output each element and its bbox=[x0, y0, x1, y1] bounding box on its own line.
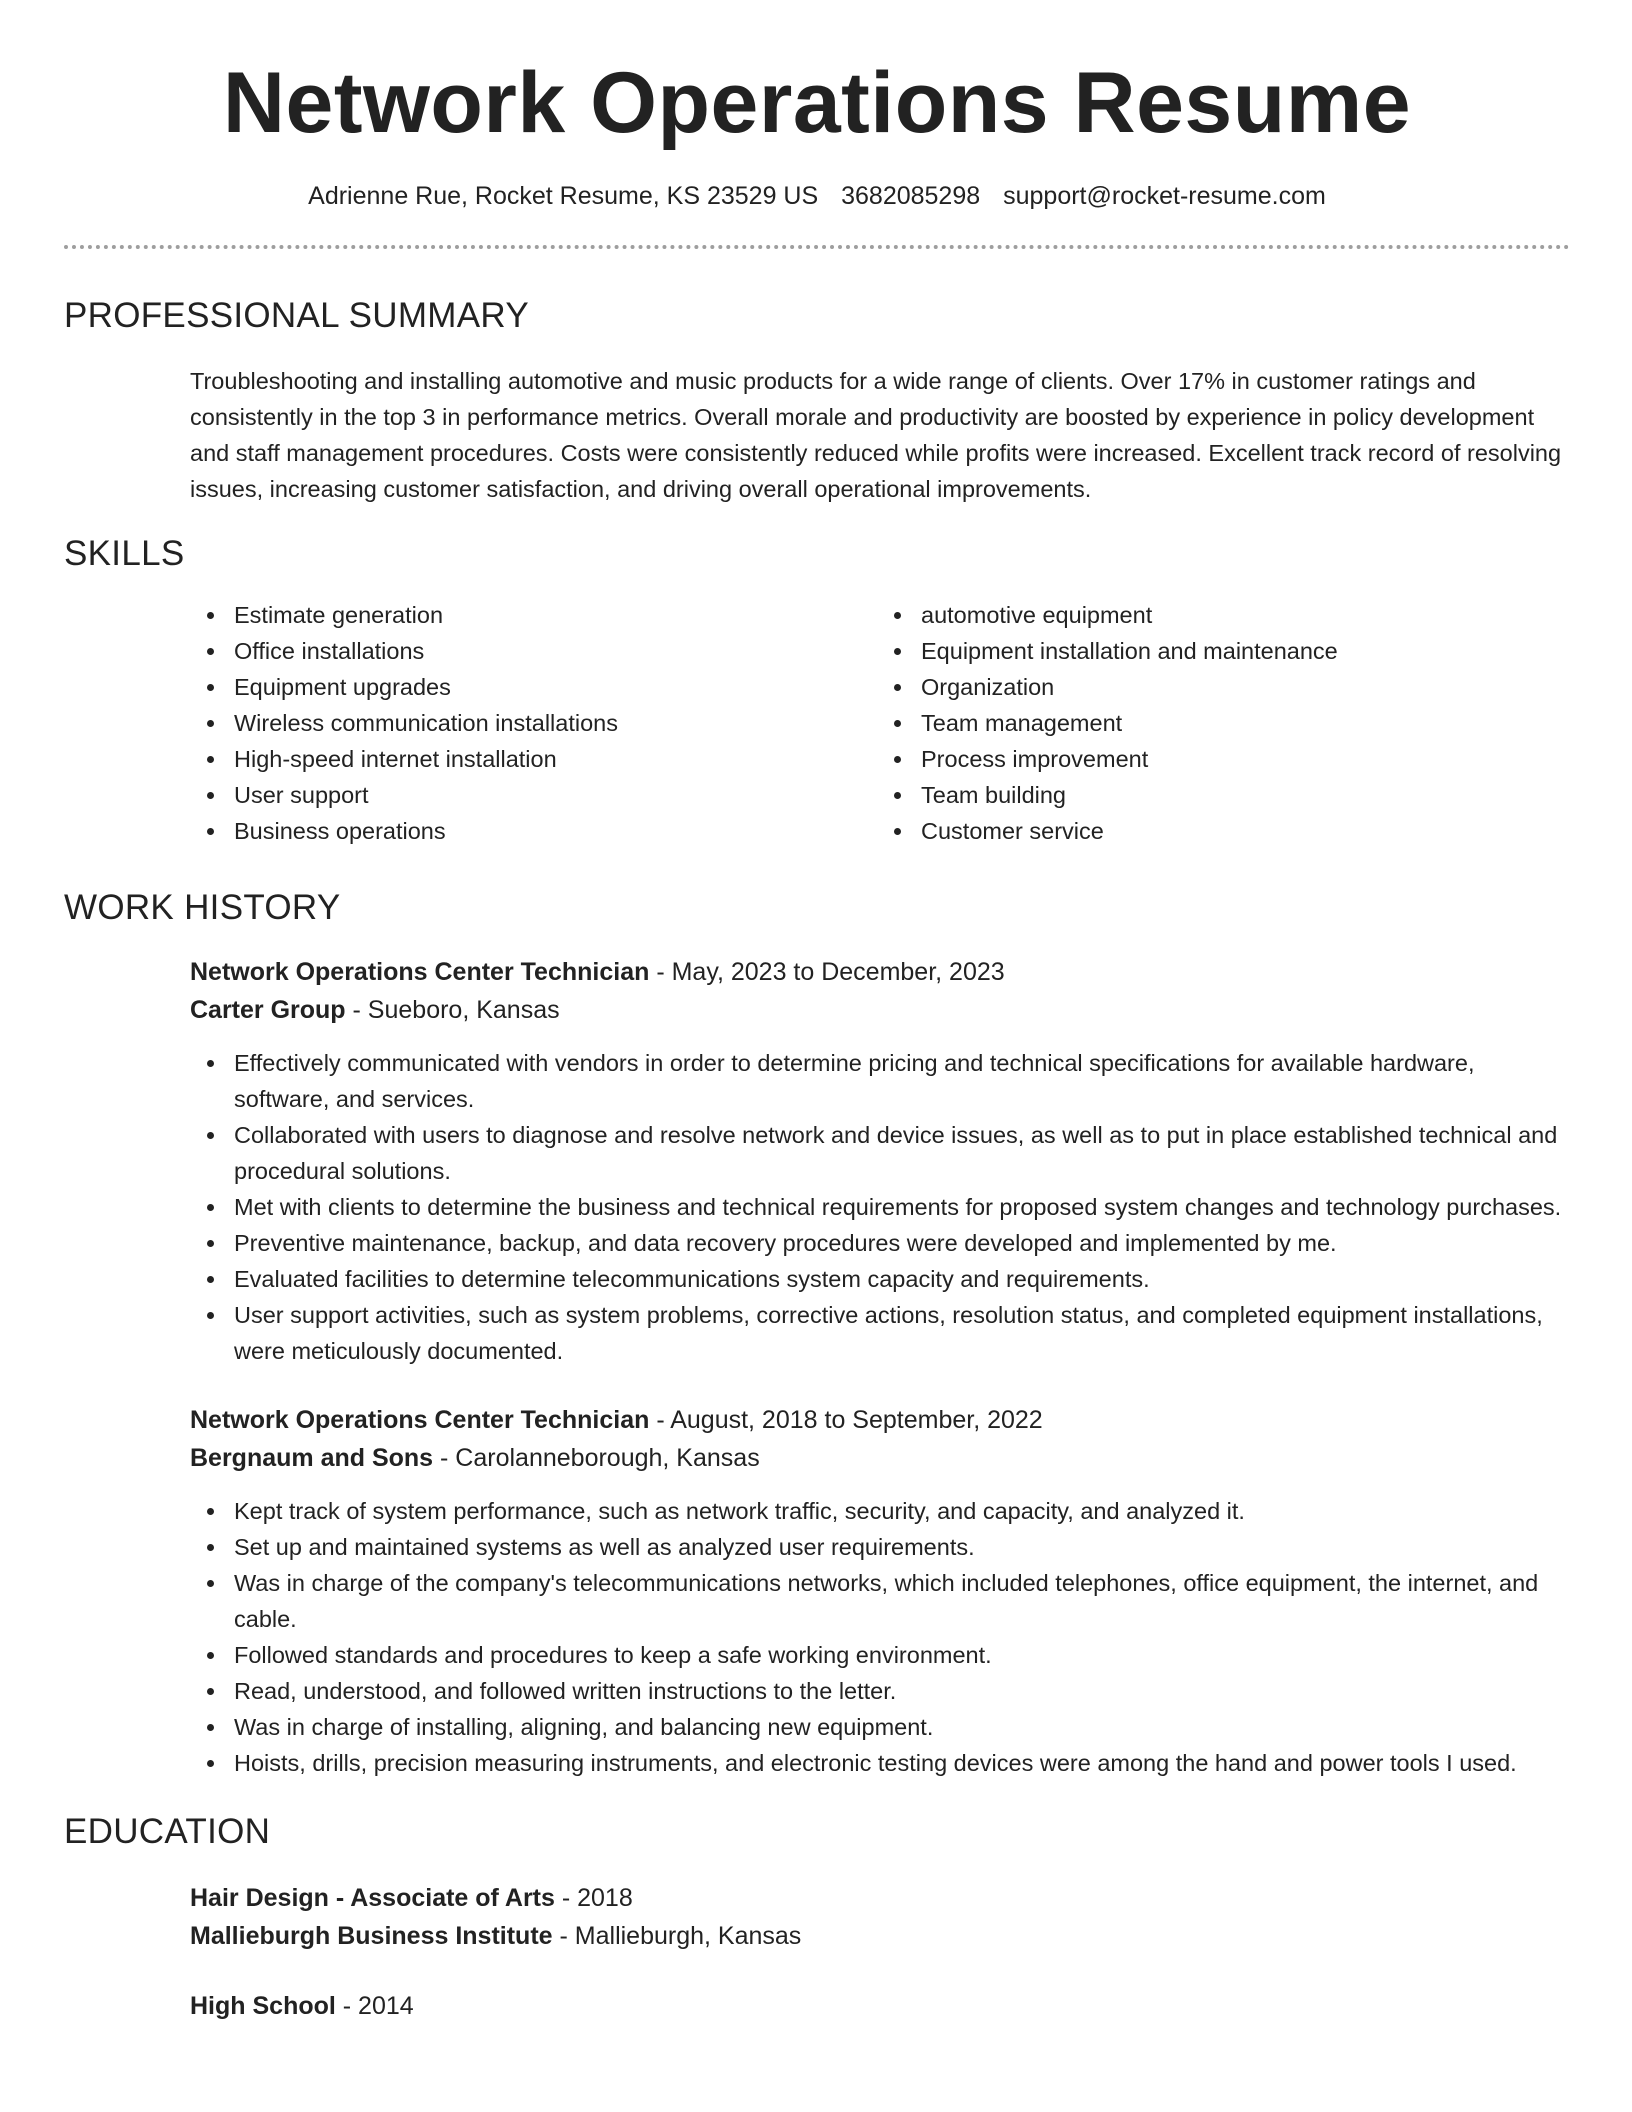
education-entry bbox=[190, 1987, 1570, 2025]
education-school: Mallieburgh Business Institute bbox=[190, 1921, 553, 1950]
education-location: - Mallieburgh, Kansas bbox=[552, 1921, 802, 1950]
job-bullet: Evaluated facilities to determine telecommunications system capacity and requirements. bbox=[234, 1261, 1564, 1297]
job-bullets bbox=[190, 1493, 1564, 1781]
job-bullet: Read, understood, and followed written instructions to the letter. bbox=[234, 1673, 1564, 1709]
job-company: Carter Group bbox=[190, 995, 346, 1024]
skill-item: Estimate generation bbox=[234, 597, 877, 633]
job-bullet: Followed standards and procedures to keep a safe working environment. bbox=[234, 1637, 1564, 1673]
header-divider bbox=[64, 245, 1570, 249]
job-dates: - August, 2018 to September, 2022 bbox=[649, 1405, 1043, 1434]
education-school-line bbox=[190, 1917, 1570, 1955]
education-degree-line bbox=[190, 1879, 1570, 1917]
job-bullets bbox=[190, 1045, 1564, 1369]
job-bullet: Preventive maintenance, backup, and data recovery procedures were developed and implemented by me. bbox=[234, 1225, 1564, 1261]
skill-item: Equipment upgrades bbox=[234, 669, 877, 705]
job-dates: - May, 2023 to December, 2023 bbox=[649, 957, 1005, 986]
summary-heading: PROFESSIONAL SUMMARY bbox=[64, 295, 529, 335]
skill-item: Team building bbox=[921, 777, 1564, 813]
skill-item: Process improvement bbox=[921, 741, 1564, 777]
education-degree: Hair Design - Associate of Arts bbox=[190, 1883, 555, 1912]
job-title-line bbox=[190, 1401, 1570, 1439]
job-company: Bergnaum and Sons bbox=[190, 1443, 434, 1472]
resume-page bbox=[64, 0, 1570, 2025]
job-bullet: Collaborated with users to diagnose and resolve network and device issues, as well as to put in place established technical and procedural solutions. bbox=[234, 1117, 1564, 1189]
contact-address: Adrienne Rue, Rocket Resume, KS 23529 US bbox=[308, 181, 819, 210]
job-location: - Sueboro, Kansas bbox=[345, 995, 560, 1024]
job-entry bbox=[190, 1401, 1570, 1781]
skills-heading: SKILLS bbox=[64, 533, 185, 573]
skill-item: Business operations bbox=[234, 813, 877, 849]
education-degree-line bbox=[190, 1987, 1570, 2025]
skill-item: Customer service bbox=[921, 813, 1564, 849]
job-bullet: User support activities, such as system problems, corrective actions, resolution status, and completed equipment installations, were meticulously documented. bbox=[234, 1297, 1564, 1369]
skills-grid bbox=[190, 597, 1564, 849]
job-bullet: Was in charge of installing, aligning, and balancing new equipment. bbox=[234, 1709, 1564, 1745]
job-bullet: Met with clients to determine the business and technical requirements for proposed system changes and technology purchases. bbox=[234, 1189, 1564, 1225]
contact-line bbox=[64, 181, 1570, 211]
job-location: - Carolanneborough, Kansas bbox=[433, 1443, 760, 1472]
job-company-line bbox=[190, 1439, 1570, 1477]
skill-item: automotive equipment bbox=[921, 597, 1564, 633]
job-bullet: Was in charge of the company's telecommunications networks, which included telephones, office equipment, the internet, and cable. bbox=[234, 1565, 1564, 1637]
summary-text: Troubleshooting and installing automotive and music products for a wide range of clients. Over 17% in customer ratings and consistently in the top 3 in performance metrics. Overall morale and productivity are boosted by experience in policy development and staff management procedures. Costs were consistently reduced while profits were increased. Excellent track record of resolving issues, increasing customer satisfaction, and driving overall operational improvements. bbox=[190, 367, 1562, 502]
skill-item: Organization bbox=[921, 669, 1564, 705]
skills-list-right bbox=[877, 597, 1564, 849]
job-bullet: Kept track of system performance, such as network traffic, security, and capacity, and analyzed it. bbox=[234, 1493, 1564, 1529]
resume-title: Network Operations Resume bbox=[222, 55, 1412, 151]
contact-phone: 3682085298 bbox=[841, 181, 981, 210]
skill-item: Wireless communication installations bbox=[234, 705, 877, 741]
job-title: Network Operations Center Technician bbox=[190, 1405, 650, 1434]
contact-email: support@rocket-resume.com bbox=[1003, 181, 1326, 210]
education-year: - 2018 bbox=[554, 1883, 633, 1912]
skill-item: Team management bbox=[921, 705, 1564, 741]
skill-item: User support bbox=[234, 777, 877, 813]
skill-item: Office installations bbox=[234, 633, 877, 669]
job-company-line bbox=[190, 991, 1570, 1029]
job-bullet: Set up and maintained systems as well as analyzed user requirements. bbox=[234, 1529, 1564, 1565]
job-title-line bbox=[190, 953, 1570, 991]
education-degree: High School bbox=[190, 1991, 336, 2020]
job-bullet: Effectively communicated with vendors in order to determine pricing and technical specifications for available hardware, software, and services. bbox=[234, 1045, 1564, 1117]
education-heading: EDUCATION bbox=[64, 1811, 271, 1851]
skill-item: Equipment installation and maintenance bbox=[921, 633, 1564, 669]
work-history-heading: WORK HISTORY bbox=[64, 887, 341, 927]
skills-list-left bbox=[190, 597, 877, 849]
education-year: - 2014 bbox=[335, 1991, 414, 2020]
job-bullet: Hoists, drills, precision measuring instruments, and electronic testing devices were among the hand and power tools I used. bbox=[234, 1745, 1564, 1781]
job-entry bbox=[190, 953, 1570, 1369]
skill-item: High-speed internet installation bbox=[234, 741, 877, 777]
education-entry bbox=[190, 1879, 1570, 1955]
job-title: Network Operations Center Technician bbox=[190, 957, 650, 986]
